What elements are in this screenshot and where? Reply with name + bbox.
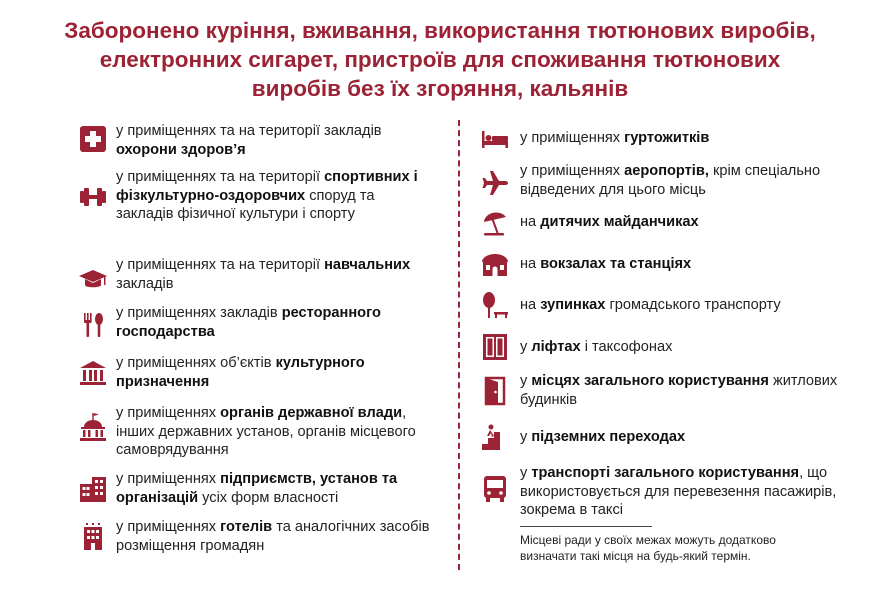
dumbbell-icon [76,180,110,214]
beach-umbrella-icon [478,206,512,240]
list-item-text: у приміщеннях та на території закладів охорони здоров’я [116,123,382,158]
list-item [76,470,436,507]
airplane-icon [478,166,512,200]
list-item [76,518,436,555]
list-item [478,372,850,409]
note-separator [520,526,652,527]
list-item [478,206,840,240]
list-item [76,122,436,159]
list-item [478,248,840,282]
list-item-text: у приміщеннях аеропортів, крім спеціально відведених для цього місць [520,163,821,198]
list-item [76,256,436,296]
hotel-icon [76,520,110,554]
list-item [478,162,840,200]
list-item-text: на зупинках громадського транспорту [520,297,781,313]
list-item-text: у приміщеннях та на території навчальних закладів [116,257,411,292]
underpass-stairs-icon [478,420,512,454]
list-item-text: у приміщеннях об’єктів культурного призначення [116,355,365,390]
list-item-text: у місцях загального користування житлових будинків [520,373,838,408]
footnote: Місцеві ради у своїх межах можуть додатково визначати такі місця на будь-який термін. [520,533,776,563]
list-item-text: у ліфтах і таксофонах [520,339,673,355]
column-divider [458,120,460,570]
medical-cross-icon [76,122,110,156]
list-item [478,330,840,364]
list-item [76,168,436,224]
list-item [76,404,436,460]
list-item-text: у приміщеннях готелів та аналогічних засобів розміщення громадян [116,519,430,554]
list-item [76,354,436,391]
factory-office-icon [76,472,110,506]
door-icon [478,374,512,408]
station-icon [478,248,512,282]
list-item-text: у транспорті загального користування, що використовується для перевезення пасажирів, зокрема в таксі [520,465,837,518]
museum-icon [76,356,110,390]
list-item [76,304,436,342]
list-item-text: у приміщеннях підприємств, установ та організацій усіх форм власності [116,471,398,506]
list-item-text: у приміщеннях гуртожитків [520,130,710,146]
bus-icon [478,472,512,506]
graduation-cap-icon [76,262,110,296]
list-item-text: на вокзалах та станціях [520,256,692,272]
list-item-text: у приміщеннях та на території спортивних і фізкультурно-оздоровчих споруд та закладів фізичної культури і спорту [116,169,418,222]
list-item-text: у приміщеннях закладів ресторанного господарства [116,305,381,340]
list-item-text: у приміщеннях органів державної влади, інших державних установ, органів місцевого самоврядування [116,405,416,458]
list-item [478,122,840,156]
bus-stop-icon [478,288,512,322]
list-item-text: у підземних переходах [520,429,686,445]
page-title: Заборонено куріння, вживання, використання тютюнових виробів, електронних сигарет, пристроїв для споживання тютюнових виробів без їх згоряння, кальянів [64,18,816,101]
list-item [478,464,850,520]
list-item-text: на дитячих майданчиках [520,214,699,230]
fork-spoon-icon [76,308,110,342]
list-item [478,420,840,454]
government-building-icon [76,410,110,444]
list-item [478,288,840,322]
bed-icon [478,122,512,156]
elevator-icon [478,330,512,364]
